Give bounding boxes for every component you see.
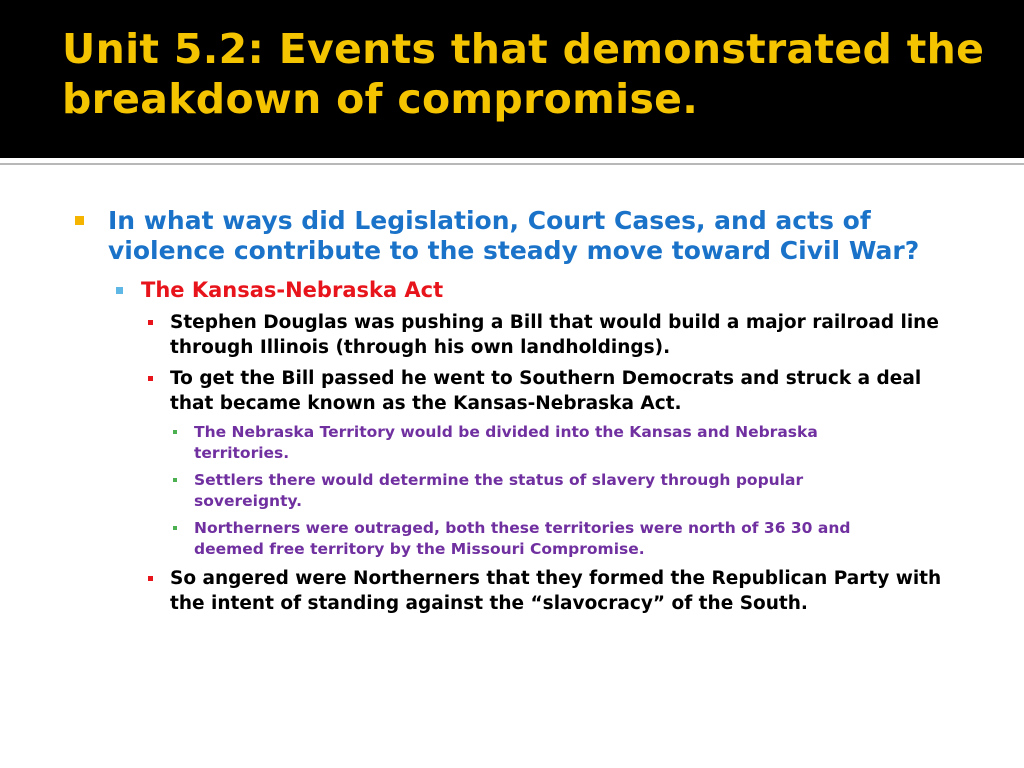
bullet-level2-subheading bbox=[141, 276, 941, 304]
point-text: So angered were Northerners that they formed the Republican Party with the intent of standing against the “slavocracy” of the South. bbox=[170, 568, 942, 614]
bullet-level4-subpoint bbox=[194, 518, 914, 560]
title-divider bbox=[0, 163, 1024, 165]
square-bullet-icon bbox=[173, 526, 177, 530]
square-bullet-icon bbox=[148, 376, 153, 381]
bullet-level3-point bbox=[170, 566, 960, 616]
subpoint-text: Northerners were outraged, both these territories were north of 36 30 and deemed free territory by the Missouri Compromise. bbox=[194, 519, 851, 558]
square-bullet-icon bbox=[148, 320, 153, 325]
question-text: In what ways did Legislation, Court Cases, and acts of violence contribute to the steady move toward Civil War? bbox=[108, 206, 920, 265]
point-text: Stephen Douglas was pushing a Bill that would build a major railroad line through Illinois (through his own landholdings). bbox=[170, 312, 939, 358]
point-text: To get the Bill passed he went to Southern Democrats and struck a deal that became known as the Kansas-Nebraska Act. bbox=[170, 368, 922, 414]
bullet-level1-question bbox=[108, 206, 938, 266]
bullet-level3-point bbox=[170, 366, 960, 416]
slide-body bbox=[0, 206, 1024, 616]
slide-title: Unit 5.2: Events that demonstrated the breakdown of compromise. bbox=[62, 25, 985, 123]
square-bullet-icon bbox=[148, 576, 153, 581]
square-bullet-icon bbox=[173, 430, 177, 434]
bullet-level3-point bbox=[170, 310, 960, 360]
square-bullet-icon bbox=[75, 216, 84, 225]
square-bullet-icon bbox=[173, 478, 177, 482]
square-bullet-icon bbox=[116, 287, 123, 294]
bullet-level4-subpoint bbox=[194, 470, 914, 512]
bullet-level4-subpoint bbox=[194, 422, 914, 464]
title-bar bbox=[0, 0, 1024, 158]
subpoint-text: The Nebraska Territory would be divided into the Kansas and Nebraska territories. bbox=[194, 423, 818, 462]
subheading-text: The Kansas-Nebraska Act bbox=[141, 278, 444, 302]
subpoint-text: Settlers there would determine the status of slavery through popular sovereignty. bbox=[194, 471, 804, 510]
